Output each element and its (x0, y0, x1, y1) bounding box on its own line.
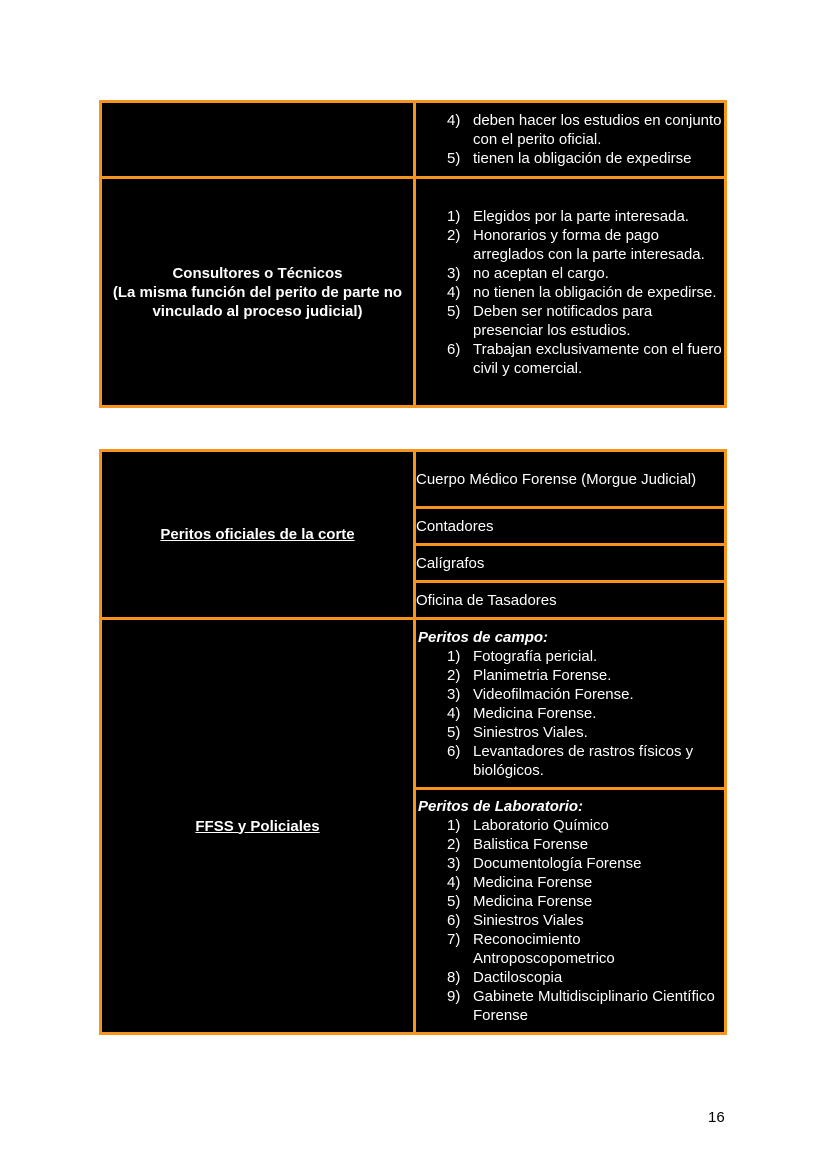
consultores-label (101, 178, 415, 407)
laboratorio-cell (415, 789, 726, 1034)
list-item: 4) Medicina Forense. (447, 704, 597, 722)
list-cell (415, 178, 726, 407)
list-item: 4) no tienen la obligación de expedirse. (447, 283, 717, 301)
peritos-oficiales-label (101, 451, 415, 619)
numbered-list (416, 111, 724, 168)
ffss-title: FFSS y Policiales (195, 817, 320, 835)
list-item: 3) Documentología Forense (447, 855, 642, 872)
list-item: 7) Reconocimiento Antroposcopometrico (447, 931, 615, 967)
list-item: 9) Gabinete Multidisciplinario Científico Forense (447, 988, 715, 1024)
table-row (101, 619, 726, 789)
list-item: 6) Levantadores de rastros físicos y biológicos. (447, 742, 694, 779)
list-item: 6) Trabajan exclusivamente con el fuero civil y comercial. (447, 340, 722, 377)
peritos-table (99, 449, 727, 1035)
numbered-list (416, 816, 724, 1025)
list-item: 2) Honorarios y forma de pago arreglados con la parte interesada. (447, 226, 705, 263)
campo-heading: Peritos de campo: (418, 628, 549, 646)
list-item: 3) Videofilmación Forense. (447, 685, 634, 703)
list-item: 4) Medicina Forense (447, 874, 593, 891)
list-item: 5) Siniestros Viales. (447, 723, 588, 741)
campo-cell (415, 619, 726, 789)
numbered-list (416, 647, 724, 780)
list-cell (415, 102, 726, 178)
table-row (101, 178, 726, 407)
table-row (101, 451, 726, 508)
list-item: 1) Elegidos por la parte interesada. (447, 207, 689, 225)
peritos-oficiales-title: Peritos oficiales de la corte (160, 526, 355, 543)
consultores-title: Consultores o Técnicos (172, 264, 343, 282)
numbered-list (416, 207, 724, 378)
table-row (101, 102, 726, 178)
consultores-subtitle: (La misma función del perito de parte no vinculado al proceso judicial) (112, 283, 403, 320)
list-item: 5) Medicina Forense (447, 893, 593, 910)
page-number: 16 (708, 1109, 725, 1126)
list-item: 4) deben hacer los estudios en conjunto con el perito oficial. (447, 112, 722, 148)
ffss-label (101, 619, 415, 1034)
consultores-table (99, 100, 727, 408)
table-cell: Calígrafos (415, 545, 726, 582)
table-cell: Cuerpo Médico Forense (Morgue Judicial) (415, 451, 726, 508)
table-cell: Contadores (415, 508, 726, 545)
list-item: 3) no aceptan el cargo. (447, 264, 609, 282)
list-item: 1) Laboratorio Químico (447, 817, 609, 834)
list-item: 5) Deben ser notificados para presenciar los estudios. (447, 302, 653, 339)
list-item: 5) tienen la obligación de expedirse (447, 150, 692, 167)
list-item: 2) Planimetria Forense. (447, 666, 612, 684)
empty-cell (101, 102, 415, 178)
table-cell: Oficina de Tasadores (415, 582, 726, 619)
list-item: 1) Fotografía pericial. (447, 647, 598, 665)
list-item: 6) Siniestros Viales (447, 912, 584, 929)
list-item: 2) Balistica Forense (447, 836, 589, 853)
list-item: 8) Dactiloscopia (447, 969, 563, 986)
laboratorio-heading: Peritos de Laboratorio: (418, 798, 584, 815)
